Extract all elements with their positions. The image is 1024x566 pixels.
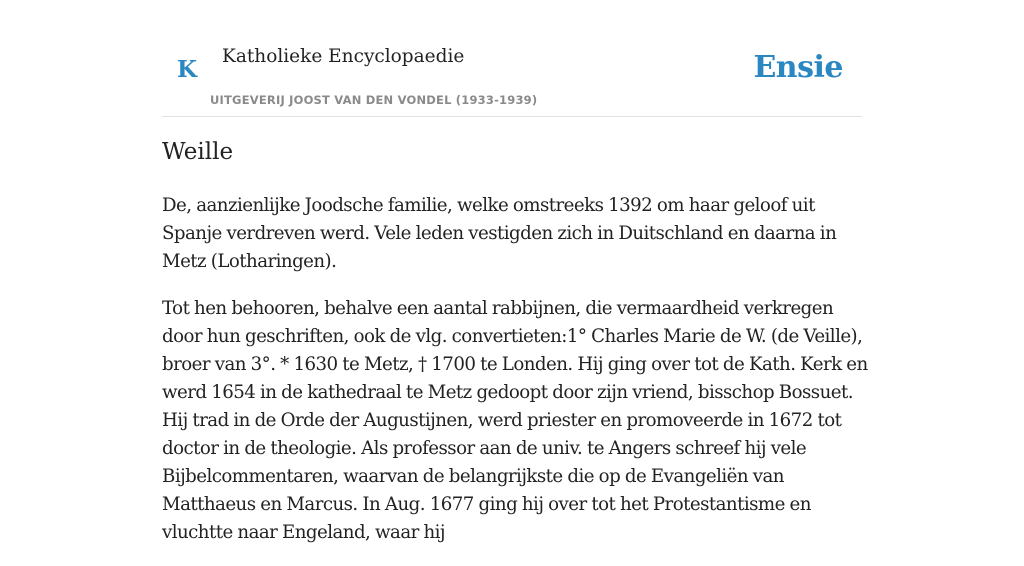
article-paragraph: Tot hen behooren, behalve een aantal rabbijnen, die vermaardheid verkregen door hun geschriften, ook de vlg. convertieten:1° Charles Marie de W. (de Veille), broer van 3°. * 1630 te Metz, † 1700 te Londen. Hij ging over tot de Kath. Kerk en werd 1654 in de kathedraal te Metz gedoopt door zijn vriend, bisschop Bossuet. Hij trad in de Orde der Augustijnen, werd priester en promoveerde in 1672 tot doctor in de theologie. Als professor aan de univ. te Angers schreef hij vele Bijbelcommentaren, waarvan de belangrijkste die op de Evangeliën van Matthaeus en Marcus. In Aug. 1677 ging hij over tot het Protestantisme en vluchtte naar Engeland, waar hij [162, 298, 868, 543]
article-title: Weille [162, 139, 234, 165]
publication-subtitle: UITGEVERIJ JOOST VAN DEN VONDEL (1933-1939) [210, 93, 538, 107]
publication-title[interactable]: Katholieke Encyclopaedie [222, 46, 465, 67]
article-paragraph: De, aanzienlijke Joodsche familie, welke omstreeks 1392 om haar geloof uit Spanje verdreven werd. Vele leden vestigden zich in Duitschland en daarna in Metz (Lotharingen). [162, 195, 837, 272]
article-body [162, 192, 868, 566]
ensie-logo-link[interactable]: Ensie [753, 50, 843, 85]
site-header [162, 30, 862, 117]
publication-logo[interactable]: K [177, 56, 197, 83]
